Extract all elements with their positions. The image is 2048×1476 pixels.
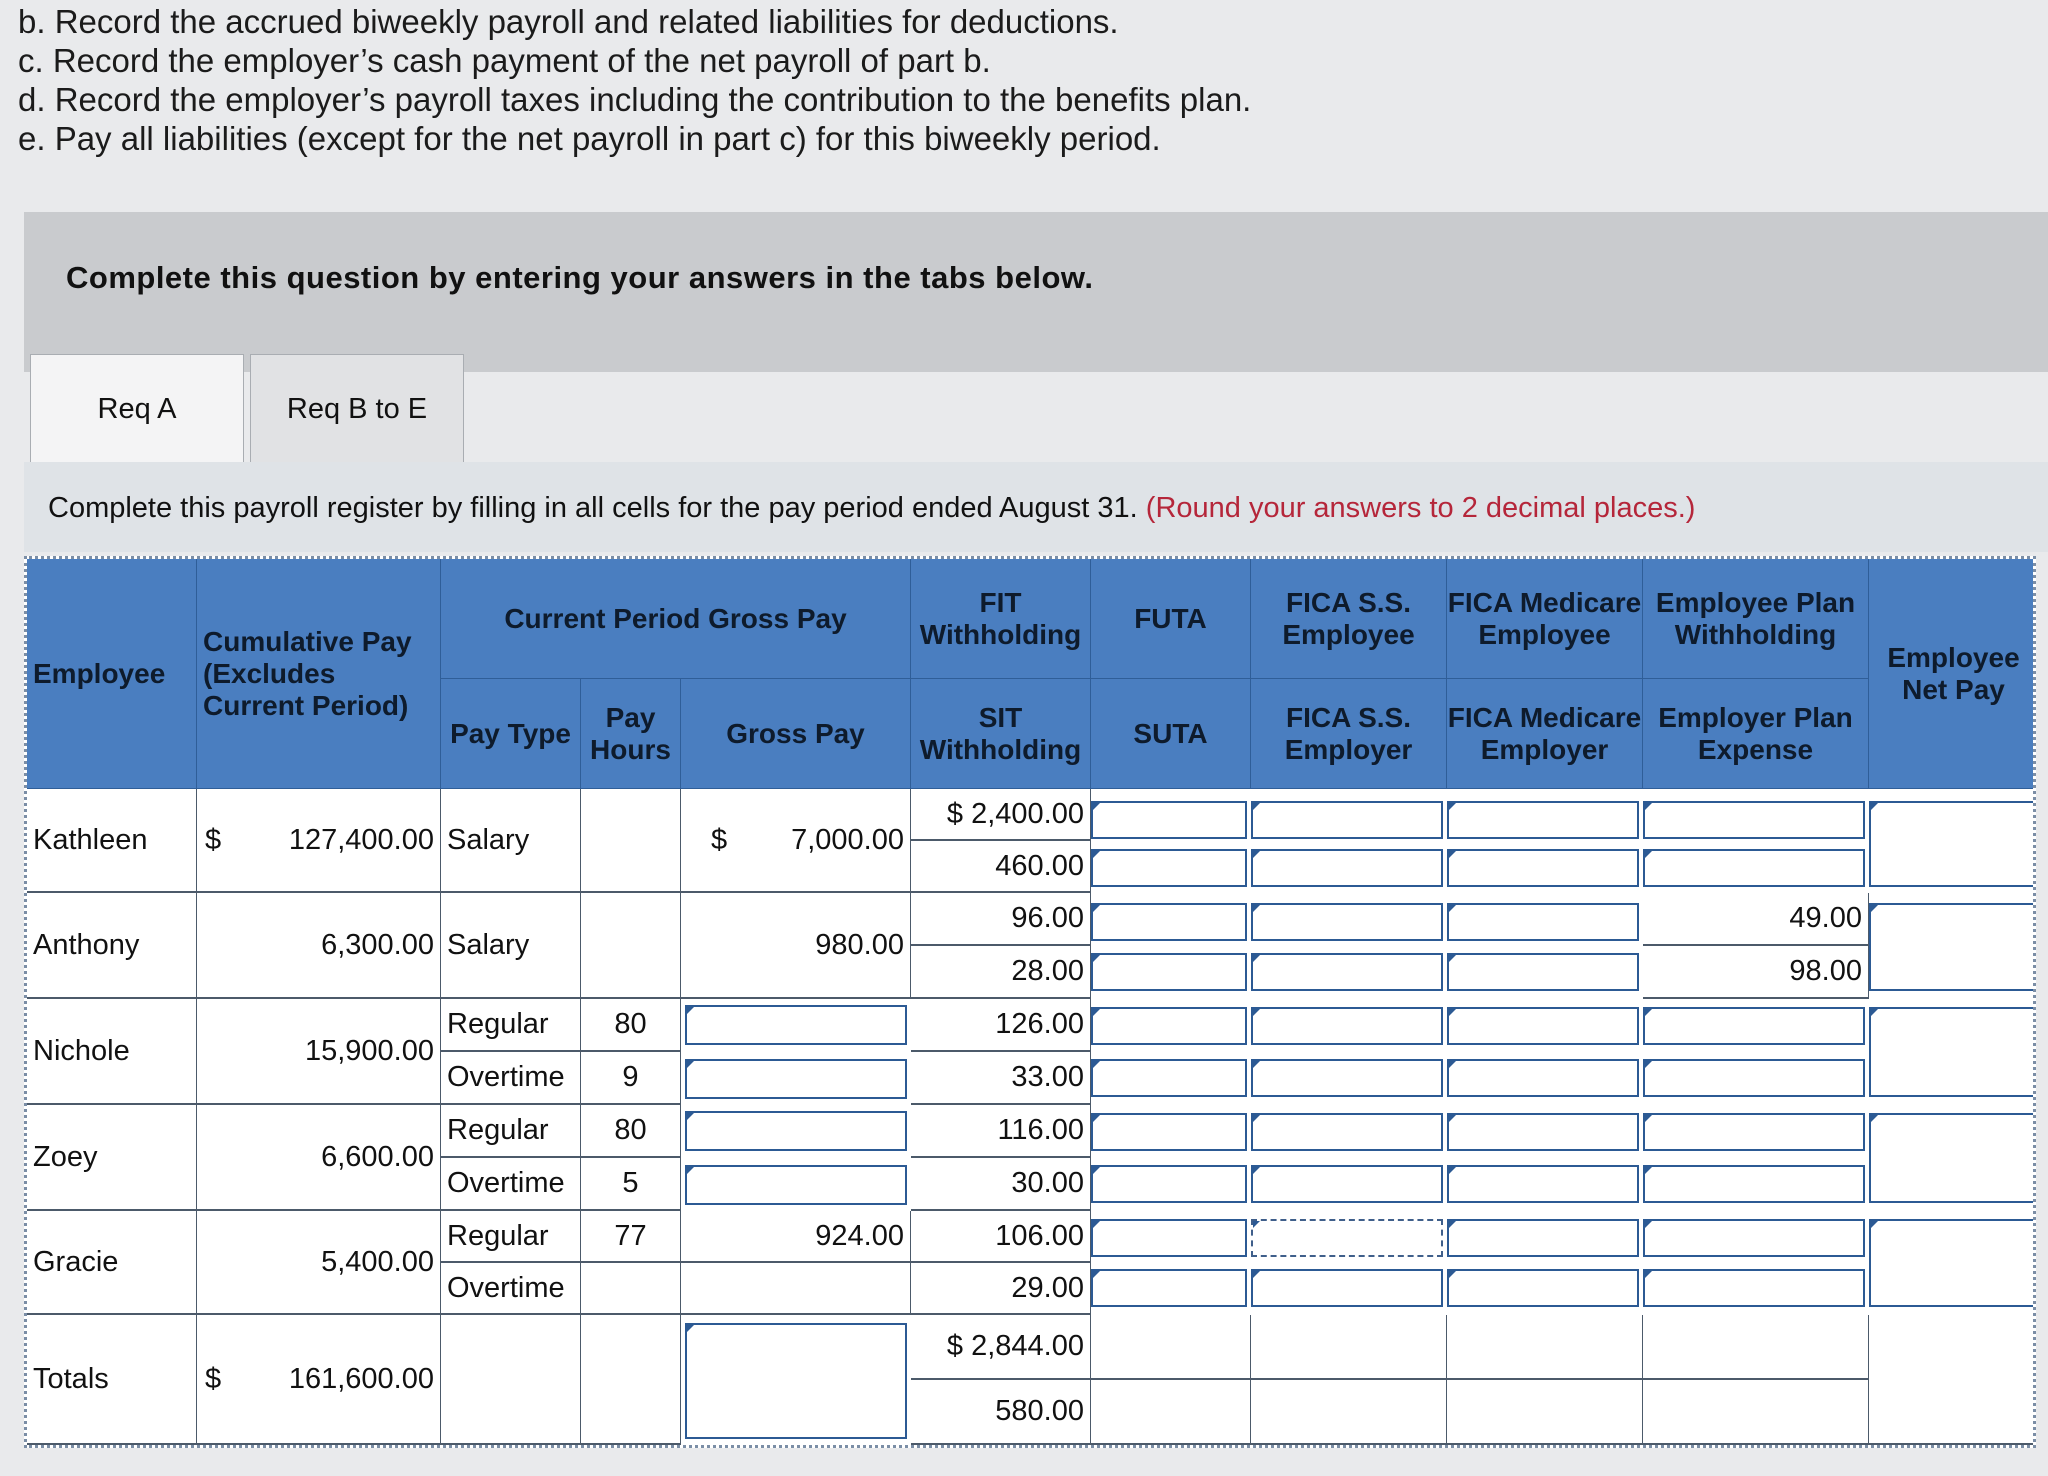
fica-medicare-employer-input-kathleen[interactable] <box>1447 849 1639 887</box>
pay-hours-nichole-overtime: 9 <box>581 1052 681 1105</box>
gross-pay-value: 7,000.00 <box>791 823 904 856</box>
suta-input-anthony[interactable] <box>1091 953 1247 991</box>
fit-zoey: 116.00 <box>911 1105 1091 1158</box>
plan-withholding-input-zoey[interactable] <box>1643 1113 1865 1151</box>
sit-gracie: 29.00 <box>911 1263 1091 1315</box>
gross-pay-gracie-overtime <box>681 1263 911 1315</box>
fica-medicare-employer-total[interactable] <box>1447 1380 1643 1445</box>
instruction-panel <box>24 462 2048 552</box>
header-futa: FUTA <box>1091 559 1251 679</box>
instruction-e: e. Pay all liabilities (except for the net payroll in part c) for this biweekly period. <box>18 120 1161 157</box>
question-banner <box>24 212 2048 425</box>
pay-type-nichole-overtime: Overtime <box>441 1052 581 1105</box>
plan-expense-input-gracie[interactable] <box>1643 1269 1865 1307</box>
employee-name-gracie: Gracie <box>27 1211 197 1315</box>
pay-type-gracie-overtime: Overtime <box>441 1263 581 1315</box>
cumulative-pay-gracie: 5,400.00 <box>197 1211 441 1315</box>
plan-withholding-input-kathleen[interactable] <box>1643 801 1865 839</box>
register-instruction <box>48 492 1695 525</box>
instruction-b: b. Record the accrued biweekly payroll and related liabilities for deductions. <box>18 3 1119 40</box>
pay-hours-nichole-regular: 80 <box>581 999 681 1052</box>
fica-medicare-employee-input-zoey[interactable] <box>1447 1113 1639 1151</box>
gross-pay-gracie-regular: 924.00 <box>681 1211 911 1263</box>
net-pay-total[interactable] <box>1869 1315 2036 1445</box>
pay-type-anthony: Salary <box>441 893 581 999</box>
plan-withholding-input-gracie[interactable] <box>1643 1219 1865 1257</box>
pay-hours-anthony <box>581 893 681 999</box>
header-employer-plan-expense: Employer Plan Expense <box>1643 679 1869 789</box>
cumulative-pay-total-value: 161,600.00 <box>288 1362 434 1395</box>
header-employee: Employee <box>27 559 197 789</box>
plan-withholding-anthony: 49.00 <box>1643 893 1869 946</box>
pay-hours-gracie-regular: 77 <box>581 1211 681 1263</box>
header-fica-ss-employer: FICA S.S. Employer <box>1251 679 1447 789</box>
net-pay-input-gracie[interactable] <box>1869 1219 2035 1307</box>
employee-name-nichole: Nichole <box>27 999 197 1105</box>
header-fica-medicare-employee: FICA Medicare Employee <box>1447 559 1643 679</box>
gross-pay-input-zoey-regular[interactable] <box>685 1111 907 1151</box>
gross-pay-total-input[interactable] <box>685 1323 907 1439</box>
futa-input-gracie[interactable] <box>1091 1219 1247 1257</box>
payroll-register <box>24 556 2036 1448</box>
futa-input-anthony[interactable] <box>1091 903 1247 941</box>
header-pay-hours: Pay Hours <box>581 679 681 789</box>
plan-expense-total[interactable] <box>1643 1380 1869 1445</box>
sit-zoey: 30.00 <box>911 1158 1091 1211</box>
employee-name-kathleen: Kathleen <box>27 789 197 893</box>
fica-medicare-employer-input-gracie[interactable] <box>1447 1269 1639 1307</box>
fica-medicare-employer-input-anthony[interactable] <box>1447 953 1639 991</box>
cumulative-pay-value: 127,400.00 <box>288 823 434 856</box>
fica-ss-employee-input-anthony[interactable] <box>1251 903 1443 941</box>
employee-name-anthony: Anthony <box>27 893 197 999</box>
fit-total: $ 2,844.00 <box>911 1315 1091 1380</box>
dollar-sign: $ <box>711 823 728 856</box>
fica-ss-employer-input-kathleen[interactable] <box>1251 849 1443 887</box>
plan-withholding-input-nichole[interactable] <box>1643 1007 1865 1045</box>
header-fit: FIT Withholding <box>911 559 1091 679</box>
tab-req-a[interactable]: Req A <box>30 354 244 463</box>
rounding-note: (Round your answers to 2 decimal places.) <box>1145 492 1696 524</box>
futa-input-nichole[interactable] <box>1091 1007 1247 1045</box>
instruction-c: c. Record the employer’s cash payment of the net payroll of part b. <box>18 42 991 79</box>
gross-pay-kathleen <box>681 789 911 893</box>
header-fica-ss-employee: FICA S.S. Employee <box>1251 559 1447 679</box>
header-employee-net-pay: Employee Net Pay <box>1869 559 2036 789</box>
fica-ss-employer-input-gracie[interactable] <box>1251 1269 1443 1307</box>
fica-medicare-employee-total[interactable] <box>1447 1315 1643 1380</box>
pay-type-gracie-regular: Regular <box>441 1211 581 1263</box>
banner-text: Complete this question by entering your answers in the tabs below. <box>66 260 1094 295</box>
net-pay-input-kathleen[interactable] <box>1869 801 2035 887</box>
header-pay-type: Pay Type <box>441 679 581 789</box>
net-pay-input-anthony[interactable] <box>1869 903 2035 991</box>
fica-medicare-employee-input-nichole[interactable] <box>1447 1007 1639 1045</box>
pay-type-nichole-regular: Regular <box>441 999 581 1052</box>
header-suta: SUTA <box>1091 679 1251 789</box>
dollar-sign: $ <box>205 1362 222 1395</box>
suta-input-zoey[interactable] <box>1091 1165 1247 1203</box>
cumulative-pay-kathleen <box>197 789 441 893</box>
fica-medicare-employee-input-kathleen[interactable] <box>1447 801 1639 839</box>
dollar-sign: $ <box>205 823 222 856</box>
cumulative-pay-anthony: 6,300.00 <box>197 893 441 999</box>
fit-anthony: 96.00 <box>911 893 1091 946</box>
fica-medicare-employer-input-zoey[interactable] <box>1447 1165 1639 1203</box>
fica-ss-employee-input-kathleen[interactable] <box>1251 801 1443 839</box>
pay-type-total <box>441 1315 581 1445</box>
suta-input-kathleen[interactable] <box>1091 849 1247 887</box>
futa-total[interactable] <box>1091 1315 1251 1380</box>
suta-input-nichole[interactable] <box>1091 1059 1247 1097</box>
pay-hours-zoey-overtime: 5 <box>581 1158 681 1211</box>
fica-medicare-employee-input-anthony[interactable] <box>1447 903 1639 941</box>
fica-medicare-employer-input-nichole[interactable] <box>1447 1059 1639 1097</box>
fica-ss-employer-total[interactable] <box>1251 1380 1447 1445</box>
gross-pay-input-nichole-overtime[interactable] <box>685 1059 907 1099</box>
suta-total[interactable] <box>1091 1380 1251 1445</box>
pay-hours-zoey-regular: 80 <box>581 1105 681 1158</box>
gross-pay-anthony: 980.00 <box>681 893 911 999</box>
pay-type-zoey-regular: Regular <box>441 1105 581 1158</box>
futa-input-zoey[interactable] <box>1091 1113 1247 1151</box>
header-current-period: Current Period Gross Pay <box>441 559 911 679</box>
plan-withholding-total[interactable] <box>1643 1315 1869 1380</box>
fica-ss-employee-input-nichole[interactable] <box>1251 1007 1443 1045</box>
futa-input-kathleen[interactable] <box>1091 801 1247 839</box>
fit-gracie: 106.00 <box>911 1211 1091 1263</box>
fit-kathleen: $ 2,400.00 <box>911 789 1091 841</box>
fit-nichole: 126.00 <box>911 999 1091 1052</box>
plan-expense-anthony: 98.00 <box>1643 946 1869 999</box>
pay-type-kathleen: Salary <box>441 789 581 893</box>
cumulative-pay-zoey: 6,600.00 <box>197 1105 441 1211</box>
sit-nichole: 33.00 <box>911 1052 1091 1105</box>
pay-hours-gracie-overtime <box>581 1263 681 1315</box>
pay-hours-kathleen <box>581 789 681 893</box>
pay-hours-total <box>581 1315 681 1445</box>
net-pay-input-nichole[interactable] <box>1869 1007 2035 1097</box>
fica-ss-employee-input-zoey[interactable] <box>1251 1113 1443 1151</box>
plan-expense-input-zoey[interactable] <box>1643 1165 1865 1203</box>
sit-kathleen: 460.00 <box>911 841 1091 893</box>
register-instruction-text: Complete this payroll register by filling in all cells for the pay period ended August 31. <box>48 492 1138 524</box>
totals-label: Totals <box>27 1315 197 1445</box>
header-fica-medicare-employer: FICA Medicare Employer <box>1447 679 1643 789</box>
gross-pay-input-zoey-overtime[interactable] <box>685 1165 907 1205</box>
fica-ss-employee-total[interactable] <box>1251 1315 1447 1380</box>
header-cumulative-pay: Cumulative Pay (Excludes Current Period) <box>197 559 441 789</box>
plan-expense-input-kathleen[interactable] <box>1643 849 1865 887</box>
instructions <box>18 2 1251 158</box>
fica-ss-employer-input-zoey[interactable] <box>1251 1165 1443 1203</box>
tab-req-b-to-e[interactable]: Req B to E <box>250 354 464 463</box>
fica-ss-employer-input-anthony[interactable] <box>1251 953 1443 991</box>
pay-type-zoey-overtime: Overtime <box>441 1158 581 1211</box>
fica-ss-employer-input-nichole[interactable] <box>1251 1059 1443 1097</box>
instruction-d: d. Record the employer’s payroll taxes including the contribution to the benefits plan. <box>18 81 1252 118</box>
net-pay-input-zoey[interactable] <box>1869 1113 2035 1203</box>
header-sit: SIT Withholding <box>911 679 1091 789</box>
cumulative-pay-nichole: 15,900.00 <box>197 999 441 1105</box>
plan-expense-input-nichole[interactable] <box>1643 1059 1865 1097</box>
sit-anthony: 28.00 <box>911 946 1091 999</box>
fica-ss-employee-input-gracie[interactable] <box>1251 1219 1443 1257</box>
gross-pay-input-nichole-regular[interactable] <box>685 1005 907 1045</box>
sit-total: 580.00 <box>911 1380 1091 1445</box>
header-employee-plan-withholding: Employee Plan Withholding <box>1643 559 1869 679</box>
employee-name-zoey: Zoey <box>27 1105 197 1211</box>
suta-input-gracie[interactable] <box>1091 1269 1247 1307</box>
header-gross-pay: Gross Pay <box>681 679 911 789</box>
cumulative-pay-total <box>197 1315 441 1445</box>
fica-medicare-employee-input-gracie[interactable] <box>1447 1219 1639 1257</box>
